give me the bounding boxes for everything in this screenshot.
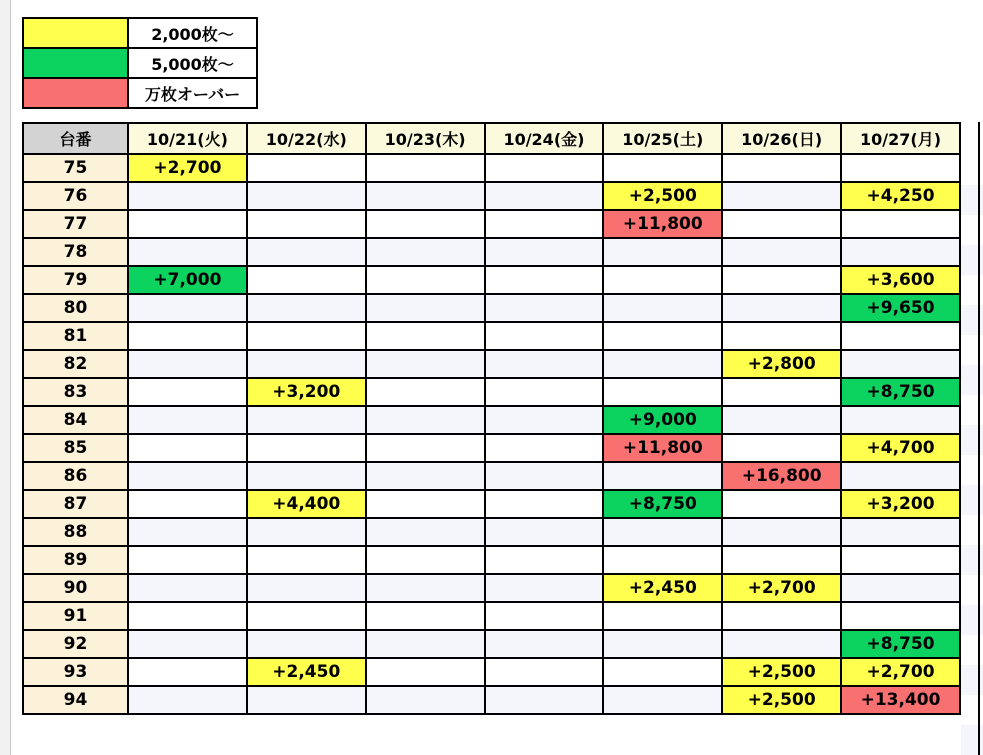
empty-cell	[128, 630, 247, 658]
empty-cell	[722, 154, 841, 182]
empty-cell	[128, 322, 247, 350]
table-row	[23, 658, 960, 686]
empty-cell	[841, 322, 960, 350]
empty-cell	[722, 490, 841, 518]
empty-cell	[366, 658, 485, 686]
empty-cell	[128, 518, 247, 546]
date-header: 10/23(木)	[366, 123, 485, 154]
empty-cell	[603, 350, 722, 378]
empty-cell	[366, 266, 485, 294]
table-row	[23, 686, 960, 714]
empty-cell	[128, 686, 247, 714]
empty-cell	[366, 574, 485, 602]
empty-cell	[841, 406, 960, 434]
empty-cell	[722, 210, 841, 238]
empty-cell	[722, 266, 841, 294]
next-column-border	[978, 122, 980, 755]
empty-cell	[128, 574, 247, 602]
table-row	[23, 490, 960, 518]
table-row	[23, 406, 960, 434]
empty-cell	[722, 182, 841, 210]
empty-cell	[841, 350, 960, 378]
empty-cell	[128, 210, 247, 238]
empty-cell	[366, 154, 485, 182]
empty-cell	[366, 210, 485, 238]
table-row	[23, 462, 960, 490]
legend-label-2000: 2,000枚〜	[128, 18, 257, 48]
empty-cell	[485, 630, 604, 658]
empty-cell	[722, 546, 841, 574]
empty-cell	[485, 182, 604, 210]
date-header: 10/27(月)	[841, 123, 960, 154]
empty-cell	[128, 546, 247, 574]
empty-cell	[247, 238, 366, 266]
empty-cell	[603, 658, 722, 686]
empty-cell	[366, 546, 485, 574]
empty-cell	[841, 518, 960, 546]
empty-cell	[603, 238, 722, 266]
empty-cell	[841, 574, 960, 602]
machine-number-cell: 94	[23, 686, 128, 714]
machine-number-cell: 88	[23, 518, 128, 546]
empty-cell	[722, 406, 841, 434]
empty-cell	[722, 602, 841, 630]
empty-cell	[485, 490, 604, 518]
empty-cell	[247, 266, 366, 294]
table-row	[23, 378, 960, 406]
empty-cell	[722, 630, 841, 658]
empty-cell	[247, 546, 366, 574]
table-row	[23, 602, 960, 630]
legend	[22, 17, 258, 109]
legend-swatch-5000	[23, 48, 128, 78]
empty-cell	[366, 350, 485, 378]
empty-cell	[722, 378, 841, 406]
legend-label-5000: 5,000枚〜	[128, 48, 257, 78]
empty-cell	[603, 322, 722, 350]
table-row	[23, 350, 960, 378]
results-body	[23, 154, 960, 714]
result-cell: +13,400	[841, 686, 960, 714]
machine-number-cell: 80	[23, 294, 128, 322]
machine-number-cell: 83	[23, 378, 128, 406]
result-cell: +2,500	[722, 686, 841, 714]
empty-cell	[247, 602, 366, 630]
empty-cell	[722, 434, 841, 462]
result-cell: +8,750	[841, 378, 960, 406]
result-cell: +3,200	[841, 490, 960, 518]
machine-number-cell: 86	[23, 462, 128, 490]
result-cell: +4,700	[841, 434, 960, 462]
empty-cell	[247, 406, 366, 434]
empty-cell	[603, 630, 722, 658]
empty-cell	[603, 686, 722, 714]
empty-cell	[485, 546, 604, 574]
table-row	[23, 182, 960, 210]
empty-cell	[722, 518, 841, 546]
empty-cell	[128, 658, 247, 686]
legend-row	[23, 18, 257, 48]
machine-number-cell: 79	[23, 266, 128, 294]
result-cell: +2,500	[603, 182, 722, 210]
empty-cell	[247, 686, 366, 714]
empty-cell	[247, 182, 366, 210]
empty-cell	[485, 434, 604, 462]
empty-cell	[366, 462, 485, 490]
table-row	[23, 630, 960, 658]
empty-cell	[603, 546, 722, 574]
date-header: 10/26(日)	[722, 123, 841, 154]
empty-cell	[128, 602, 247, 630]
empty-cell	[366, 406, 485, 434]
empty-cell	[603, 294, 722, 322]
empty-cell	[247, 210, 366, 238]
empty-cell	[128, 238, 247, 266]
empty-cell	[247, 294, 366, 322]
table-row	[23, 434, 960, 462]
empty-cell	[366, 182, 485, 210]
empty-cell	[247, 518, 366, 546]
empty-cell	[366, 434, 485, 462]
legend-label-manmai: 万枚オーバー	[128, 78, 257, 108]
result-cell: +2,450	[247, 658, 366, 686]
machine-number-cell: 78	[23, 238, 128, 266]
empty-cell	[485, 210, 604, 238]
empty-cell	[366, 602, 485, 630]
empty-cell	[841, 238, 960, 266]
table-row	[23, 518, 960, 546]
machine-number-cell: 76	[23, 182, 128, 210]
left-gutter-strip	[0, 0, 11, 755]
empty-cell	[247, 574, 366, 602]
empty-cell	[366, 378, 485, 406]
machine-number-cell: 81	[23, 322, 128, 350]
table-row	[23, 574, 960, 602]
result-cell: +2,450	[603, 574, 722, 602]
empty-cell	[366, 630, 485, 658]
empty-cell	[722, 238, 841, 266]
result-cell: +2,700	[841, 658, 960, 686]
empty-cell	[841, 602, 960, 630]
date-header: 10/22(水)	[247, 123, 366, 154]
empty-cell	[128, 406, 247, 434]
empty-cell	[247, 154, 366, 182]
empty-cell	[247, 462, 366, 490]
result-cell: +9,000	[603, 406, 722, 434]
legend-row	[23, 78, 257, 108]
machine-number-cell: 92	[23, 630, 128, 658]
table-row	[23, 546, 960, 574]
legend-swatch-manmai	[23, 78, 128, 108]
table-row	[23, 322, 960, 350]
header-row	[23, 123, 960, 154]
machine-number-cell: 87	[23, 490, 128, 518]
machine-number-cell: 82	[23, 350, 128, 378]
legend-row	[23, 48, 257, 78]
result-cell: +3,200	[247, 378, 366, 406]
empty-cell	[247, 434, 366, 462]
empty-cell	[603, 266, 722, 294]
corner-header-cell: 台番	[23, 123, 128, 154]
result-cell: +2,700	[722, 574, 841, 602]
empty-cell	[366, 490, 485, 518]
empty-cell	[128, 462, 247, 490]
table-row	[23, 238, 960, 266]
empty-cell	[247, 350, 366, 378]
empty-cell	[128, 350, 247, 378]
legend-swatch-2000	[23, 18, 128, 48]
empty-cell	[485, 350, 604, 378]
table-row	[23, 266, 960, 294]
date-header: 10/24(金)	[485, 123, 604, 154]
empty-cell	[603, 462, 722, 490]
results-table	[22, 122, 961, 715]
result-cell: +3,600	[841, 266, 960, 294]
empty-cell	[128, 182, 247, 210]
empty-cell	[247, 630, 366, 658]
empty-cell	[128, 294, 247, 322]
machine-number-cell: 77	[23, 210, 128, 238]
empty-cell	[366, 294, 485, 322]
empty-cell	[485, 406, 604, 434]
empty-cell	[603, 518, 722, 546]
empty-cell	[485, 574, 604, 602]
result-cell: +9,650	[841, 294, 960, 322]
result-cell: +2,800	[722, 350, 841, 378]
empty-cell	[722, 294, 841, 322]
empty-cell	[485, 602, 604, 630]
empty-cell	[603, 602, 722, 630]
empty-cell	[485, 266, 604, 294]
result-cell: +2,500	[722, 658, 841, 686]
empty-cell	[722, 322, 841, 350]
result-cell: +11,800	[603, 210, 722, 238]
empty-cell	[128, 490, 247, 518]
result-cell: +4,250	[841, 182, 960, 210]
empty-cell	[366, 322, 485, 350]
result-cell: +11,800	[603, 434, 722, 462]
empty-cell	[366, 238, 485, 266]
empty-cell	[841, 462, 960, 490]
empty-cell	[841, 154, 960, 182]
machine-number-cell: 85	[23, 434, 128, 462]
result-cell: +16,800	[722, 462, 841, 490]
empty-cell	[485, 294, 604, 322]
empty-cell	[485, 154, 604, 182]
empty-cell	[485, 658, 604, 686]
machine-number-cell: 75	[23, 154, 128, 182]
date-header: 10/25(土)	[603, 123, 722, 154]
table-row	[23, 210, 960, 238]
date-header: 10/21(火)	[128, 123, 247, 154]
empty-cell	[366, 518, 485, 546]
machine-number-cell: 89	[23, 546, 128, 574]
empty-cell	[485, 686, 604, 714]
table-row	[23, 294, 960, 322]
result-cell: +2,700	[128, 154, 247, 182]
machine-number-cell: 93	[23, 658, 128, 686]
empty-cell	[485, 518, 604, 546]
empty-cell	[841, 210, 960, 238]
table-row	[23, 154, 960, 182]
empty-cell	[841, 546, 960, 574]
empty-cell	[485, 462, 604, 490]
empty-cell	[485, 238, 604, 266]
empty-cell	[366, 686, 485, 714]
empty-cell	[485, 378, 604, 406]
empty-cell	[603, 378, 722, 406]
empty-cell	[128, 378, 247, 406]
empty-cell	[247, 322, 366, 350]
machine-number-cell: 91	[23, 602, 128, 630]
result-cell: +7,000	[128, 266, 247, 294]
empty-cell	[128, 434, 247, 462]
machine-number-cell: 90	[23, 574, 128, 602]
empty-cell	[485, 322, 604, 350]
result-cell: +8,750	[603, 490, 722, 518]
empty-cell	[603, 154, 722, 182]
result-cell: +8,750	[841, 630, 960, 658]
machine-number-cell: 84	[23, 406, 128, 434]
result-cell: +4,400	[247, 490, 366, 518]
